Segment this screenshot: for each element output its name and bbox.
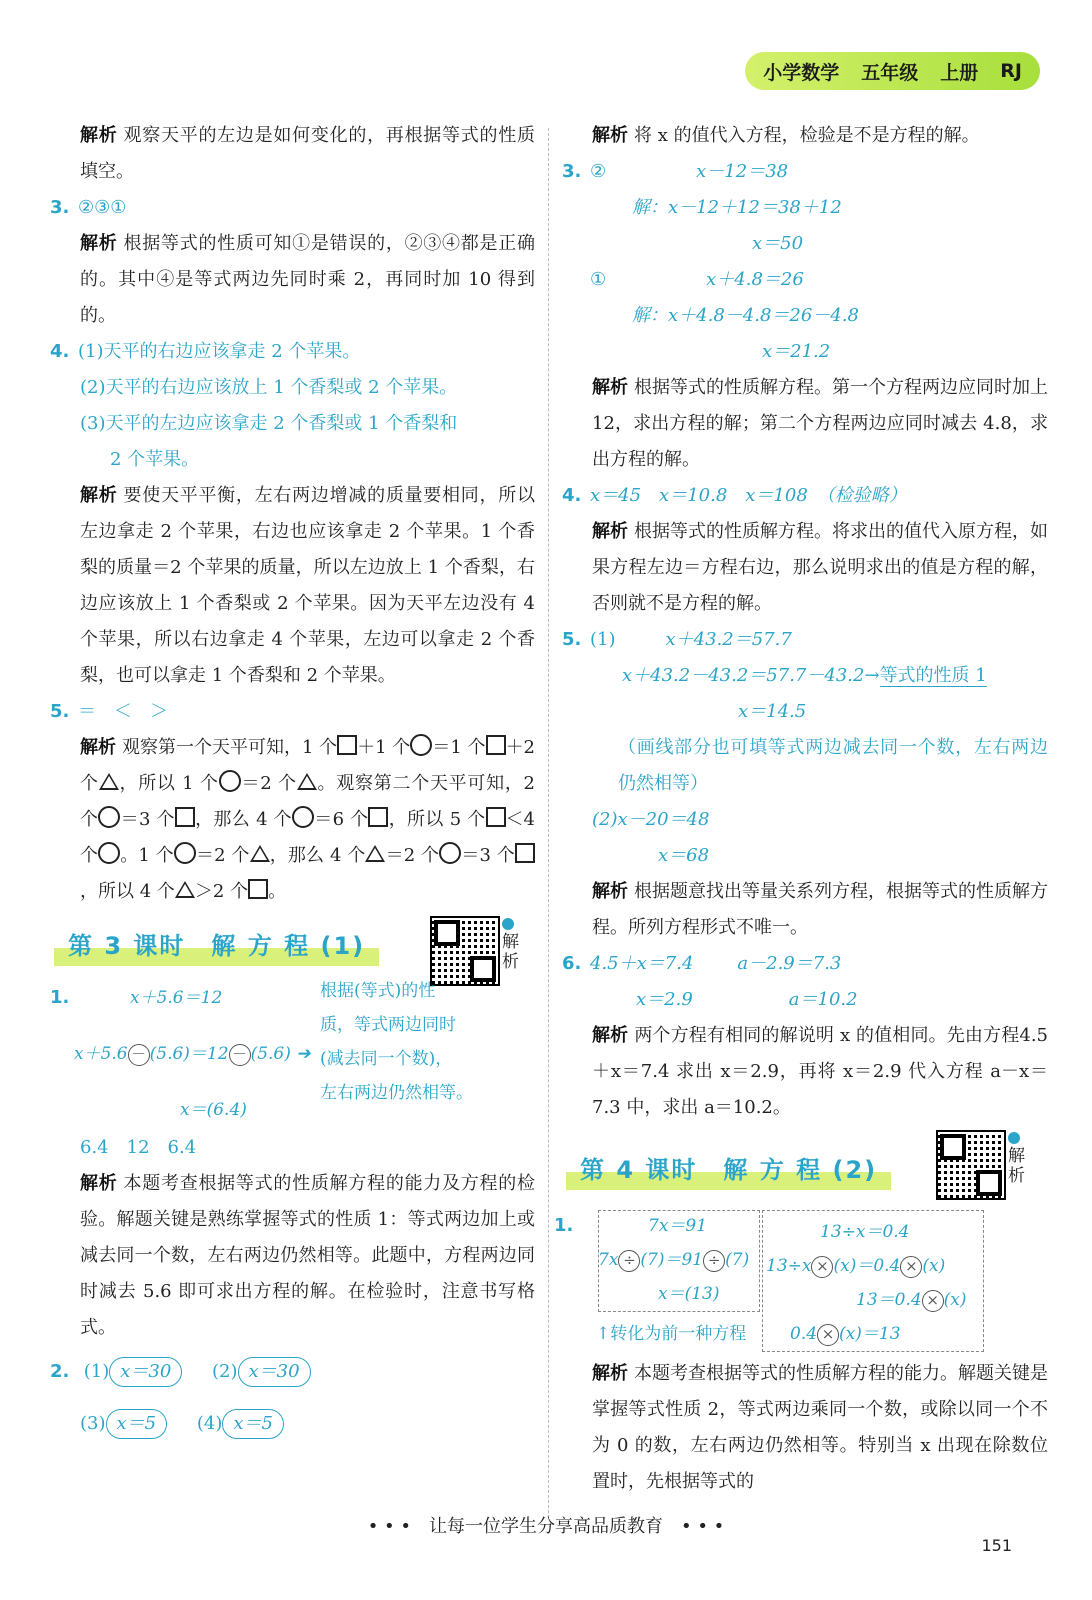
rq5-eq3: x＝14.5 <box>738 701 807 722</box>
square-icon <box>337 735 357 755</box>
rq6-row2: x＝2.9 a＝10.2 <box>636 989 858 1010</box>
header-grade: 五年级 <box>861 61 919 84</box>
right-top-analysis: 解析 将 x 的值代入方程，检验是不是方程的解。 <box>592 125 980 146</box>
l4q1-note: ↑转化为前一种方程 <box>596 1324 747 1344</box>
square-icon <box>515 843 535 863</box>
l4q1-analysis: 解析 本题考查根据等式的性质解方程的能力。解题关键是掌握等式性质 2，等式两边乘同一个数，或除以同一个不为 0 的数，左右两边仍然相等。特别当 x 出现在除数位置时，先根据等式的 <box>592 1363 1048 1492</box>
rq6-analysis: 解析 两个方程有相同的解说明 x 的值相同。先由方程4.5＋x＝7.4 求出 x＝2.9，再将 x＝2.9 代入方程 a－x＝7.3 中，求出 a＝10.2。 <box>592 1025 1049 1118</box>
q3-analysis: 解析 根据等式的性质可知①是错误的，②③④都是正确的。其中④是等式两边先同时乘 2，再同时加 10 得到的。 <box>80 233 536 326</box>
left-column <box>50 118 535 1450</box>
rq4-analysis: 解析 根据等式的性质解方程。将求出的值代入原方程，如果方程左边＝方程右边，那么说明求出的值是方程的解，否则就不是方程的解。 <box>592 521 1048 614</box>
circled-answer: x＝5 <box>222 1409 284 1439</box>
right-column <box>554 118 1049 1500</box>
l3q1-note: 根据(等式)的性 质，等式两边同时 (减去同一个数)， 左右两边仍然相等。 <box>320 981 473 1103</box>
l3q1-analysis: 解析 本题考查根据等式的性质解方程的能力及方程的检验。解题关键是熟练掌握等式的性质 1：等式两边加上或减去同一个数，左右两边仍然相等。此题中，方程两边同时减去 5.6 即可求出方程的解。在检验时，注意书写格式。 <box>80 1173 536 1338</box>
page-number: 151 <box>981 1536 1012 1555</box>
q4: 4. (1)天平的右边应该拿走 2 个苹果。 <box>50 341 361 362</box>
times-circle-icon: × <box>817 1324 839 1346</box>
triangle-icon <box>99 773 119 790</box>
header-volume: 上册 <box>940 61 979 84</box>
triangle-icon <box>297 773 317 790</box>
lesson-3-heading <box>50 916 535 976</box>
triangle-icon <box>365 845 385 862</box>
circle-icon <box>292 806 314 828</box>
circle-icon <box>439 842 461 864</box>
l4q1-b2: 13÷x × (x)＝0.4 × (x) <box>766 1256 946 1276</box>
circled-answer: x＝30 <box>109 1357 182 1387</box>
q3-answer: ②③① <box>78 197 127 218</box>
qr-label: 解析 <box>502 918 522 972</box>
play-icon <box>1008 1132 1020 1144</box>
rq3-eqA-3: x＝50 <box>752 233 804 254</box>
rq5-p2-eq2: x＝68 <box>658 845 710 866</box>
times-circle-icon: × <box>811 1256 833 1278</box>
footer-slogan: • • • 让每一位学生分享高品质教育 • • • <box>367 1516 725 1537</box>
rq5-note: （画线部分也可填等式两边减去同一个数，左右两边仍然相等） <box>618 737 1048 794</box>
divide-circle-icon: ÷ <box>703 1250 725 1272</box>
play-icon <box>502 918 514 930</box>
l3q1-answer: 6.4 12 6.4 <box>80 1137 197 1158</box>
rq3-analysis: 解析 根据等式的性质解方程。第一个方程两边应同时加上 12，求出方程的解；第二个方程两边应同时减去 4.8，求出方程的解。 <box>592 377 1048 470</box>
square-icon <box>486 807 506 827</box>
q4-analysis: 解析 要使天平平衡，左右两边增减的质量要相同，所以左边拿走 2 个苹果，右边也应该拿走 2 个苹果。1 个香梨的质量＝2 个苹果的质量，所以左边放上 1 个香梨，右边应该放上 1 个香梨或 2 个苹果。因为天平左边没有 4 个苹果，所以右边拿走 4 个苹果，左边可以拿走 2 个香梨，也可以拿走 1 个香梨和 2 个苹果。 <box>80 485 536 686</box>
left-top-analysis: 解析 观察天平的左边是如何变化的，再根据等式的性质填空。 <box>80 125 536 182</box>
circled-answer: x＝5 <box>106 1409 168 1439</box>
q4-answer-3b: 2 个苹果。 <box>110 449 200 470</box>
divide-circle-icon: ÷ <box>618 1250 640 1272</box>
header-subject: 小学数学 <box>763 61 840 84</box>
q5: 5. ＝ ＜ ＞ <box>50 701 168 722</box>
qr-code-icon[interactable] <box>936 1130 1006 1200</box>
l4q1-a2: 7x ÷ (7)＝91 ÷ (7) <box>598 1250 750 1270</box>
square-icon <box>248 879 268 899</box>
lesson-4-title: 第 4 课时 解 方 程 (2) <box>566 1150 891 1190</box>
lesson-3-title: 第 3 课时 解 方 程 (1) <box>54 926 379 966</box>
circled-answer: x＝30 <box>238 1357 311 1387</box>
rq5: 5. (1) x＋43.2＝57.7 <box>562 629 792 650</box>
circle-icon <box>98 806 120 828</box>
rq5-eq2: x＋43.2－43.2＝57.7－43.2→等式的性质 1 <box>622 665 987 686</box>
circle-icon <box>174 842 196 864</box>
circle-icon <box>410 734 432 756</box>
square-icon <box>175 807 195 827</box>
header-badge <box>745 52 1040 90</box>
circle-icon <box>98 842 120 864</box>
rq3: 3. ② x－12＝38 <box>562 161 789 182</box>
q4-answer-2: (2)天平的右边应该放上 1 个香梨或 2 个苹果。 <box>80 377 458 398</box>
rq4: 4. x＝45 x＝10.8 x＝108 （检验略） <box>562 485 907 506</box>
l3q1-work: 1. x＋5.6＝12 x＋5.6 － (5.6)＝12 － (5.6) ➔ x＝(6.4) 根据(等式)的性 质，等式两边同时 (减去同一个数)， 左右两边仍然相等。 <box>50 980 535 1130</box>
square-icon <box>368 807 388 827</box>
triangle-icon <box>250 845 270 862</box>
times-circle-icon: × <box>900 1256 922 1278</box>
l3q1-eq2: x＋5.6 － (5.6)＝12 － (5.6) ➔ <box>74 1044 311 1064</box>
l3q2-row2: (3) x＝5 (4) x＝5 <box>50 1398 535 1450</box>
q5-analysis: 解析 观察第一个天平可知，1 个 ＋1 个 ＝1 个 ＋2 个 ，所以 1 个 ＝2 个 。观察第二个天平可知，2 个 ＝3 个 ，那么 4 个 ＝6 个 ，所以 5 个 ＜4 个 。1 个 ＝2 个 ，那么 4 个 ＝2 个 ＝3 个，所以 4 个 ＞2 个 。 <box>50 730 535 910</box>
l4q1-work: 1. 7x＝91 7x ÷ (7)＝91 ÷ (7) x＝(13) 13÷x＝0.4 13÷x × (x)＝0.4 × (x) 13＝0.4 × (x) 0.4 × (x)＝13 ↑转化为前一种方程 <box>562 1204 1048 1356</box>
l4q1-b4: 0.4 × (x)＝13 <box>790 1324 901 1344</box>
circle-icon <box>219 770 241 792</box>
lesson-4-heading <box>562 1140 1048 1200</box>
q3: 3. ②③① <box>50 197 127 218</box>
square-icon <box>486 735 506 755</box>
column-divider <box>548 128 549 1518</box>
header-edition: RJ <box>1000 60 1022 82</box>
rq3-eqA-2: 解：x－12＋12＝38＋12 <box>632 197 842 218</box>
rq6: 6. 4.5＋x＝7.4 a－2.9＝7.3 <box>562 953 842 974</box>
rq5-p2-eq1: (2)x－20＝48 <box>592 809 710 830</box>
minus-circle-icon: － <box>229 1044 251 1066</box>
analysis-label: 解析 <box>80 125 118 146</box>
triangle-icon <box>175 881 195 898</box>
rq3-eqB-3: x＝21.2 <box>762 341 831 362</box>
qr-label: 解析 <box>1008 1132 1028 1186</box>
times-circle-icon: × <box>922 1290 944 1312</box>
l4q1-b3: 13＝0.4 × (x) <box>856 1290 967 1310</box>
arrow-up-icon: ↑ <box>596 1324 611 1344</box>
l3q2: 2. (1) x＝30 (2) x＝30 <box>50 1346 535 1398</box>
rq5-analysis: 解析 根据题意找出等量关系列方程，根据等式的性质解方程。所列方程形式不唯一。 <box>592 881 1048 938</box>
q4-answer-3: (3)天平的左边应该拿走 2 个香梨或 1 个香梨和 <box>80 413 458 434</box>
rq3-eqB-2: 解：x＋4.8－4.8＝26－4.8 <box>632 305 859 326</box>
rq3-b: ① x＋4.8＝26 <box>590 269 804 290</box>
minus-circle-icon: － <box>128 1044 150 1066</box>
